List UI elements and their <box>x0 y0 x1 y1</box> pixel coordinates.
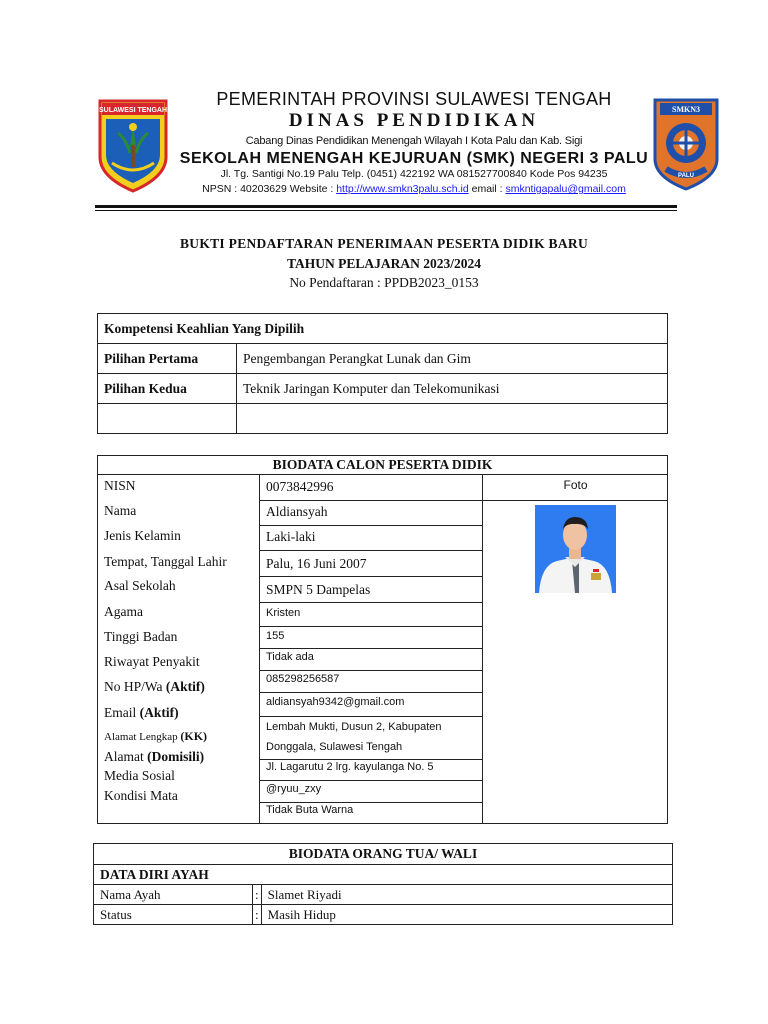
table-row <box>98 344 668 374</box>
kompetensi-table <box>97 313 668 434</box>
pilihan-pertama-label: Pilihan Pertama <box>98 344 237 374</box>
website-link[interactable]: http://www.smkn3palu.sch.id <box>336 183 469 195</box>
value-alamat-kk-line1: Lembah Mukti, Dusun 2, Kabupaten <box>266 721 442 733</box>
value-riwayat-penyakit: Tidak ada <box>266 651 314 663</box>
label-text: Alamat Lengkap <box>104 731 181 743</box>
npsn-text: NPSN : 40203629 Website : <box>202 183 337 195</box>
sulawesi-tengah-logo <box>96 97 170 193</box>
divider <box>259 648 483 649</box>
value-no-hp: 085298256587 <box>266 673 340 685</box>
empty-cell <box>237 404 668 434</box>
student-photo <box>535 505 616 593</box>
email-label: email : <box>468 183 506 195</box>
divider <box>259 716 483 717</box>
value-email: aldiansyah9342@gmail.com <box>266 696 405 708</box>
label-tinggi-badan: Tinggi Badan <box>104 629 178 644</box>
label-riwayat-penyakit: Riwayat Penyakit <box>104 654 200 669</box>
label-emphasis: (KK) <box>180 729 208 743</box>
label-jenis-kelamin: Jenis Kelamin <box>104 528 181 543</box>
pilihan-pertama-value: Pengembangan Perangkat Lunak dan Gim <box>237 344 668 374</box>
registration-number: No Pendaftaran : PPDB2023_0153 <box>289 275 479 290</box>
table-row <box>94 865 673 885</box>
kompetensi-heading: Kompetensi Keahlian Yang Dipilih <box>98 314 668 344</box>
divider <box>259 576 483 577</box>
label-emphasis: (Aktif) <box>139 705 179 720</box>
email-link[interactable]: smkntigapalu@gmail.com <box>505 183 626 195</box>
label-no-hp <box>104 679 205 695</box>
divider <box>259 780 483 781</box>
divider <box>482 475 483 824</box>
svg-text:SULAWESI TENGAH: SULAWESI TENGAH <box>98 107 168 114</box>
table-row <box>94 844 673 865</box>
header-divider-thin <box>95 210 677 211</box>
header-school: SEKOLAH MENENGAH KEJURUAN (SMK) NEGERI 3 PALU <box>179 150 649 167</box>
divider <box>482 500 668 501</box>
table-row <box>94 885 673 905</box>
label-text: No HP/Wa <box>104 679 166 694</box>
smkn3-logo <box>652 97 720 191</box>
divider <box>259 759 483 760</box>
divider <box>259 475 260 824</box>
ortu-section-ayah: DATA DIRI AYAH <box>94 865 673 885</box>
divider <box>259 550 483 551</box>
separator: : <box>253 885 262 905</box>
nama-ayah-value: Slamet Riyadi <box>261 885 672 905</box>
header-contact <box>170 183 658 195</box>
ortu-title: BIODATA ORANG TUA/ WALI <box>94 844 673 865</box>
header-branch: Cabang Dinas Pendidikan Menengah Wilayah I Kota Palu dan Kab. Sigi <box>245 135 583 147</box>
header-address: Jl. Tg. Santigi No.19 Palu Telp. (0451) 422192 WA 081527700840 Kode Pos 94235 <box>220 168 608 180</box>
label-nisn: NISN <box>104 478 136 493</box>
nama-ayah-label: Nama Ayah <box>94 885 253 905</box>
label-email <box>104 705 179 721</box>
table-row <box>94 905 673 925</box>
table-row <box>98 374 668 404</box>
divider <box>259 525 483 526</box>
value-media-sosial: @ryuu_zxy <box>266 783 322 795</box>
status-label: Status <box>94 905 253 925</box>
label-nama: Nama <box>104 503 137 518</box>
table-row <box>98 404 668 434</box>
value-asal-sekolah: SMPN 5 Dampelas <box>266 582 371 597</box>
value-tinggi-badan: 155 <box>266 630 285 642</box>
label-asal-sekolah: Asal Sekolah <box>104 578 176 593</box>
doc-title: BUKTI PENDAFTARAN PENERIMAAN PESERTA DIDIK BARU <box>179 236 589 251</box>
separator: : <box>253 905 262 925</box>
header-office: DINAS PENDIDIKAN <box>288 110 540 131</box>
doc-year: TAHUN PELAJARAN 2023/2024 <box>286 256 481 271</box>
value-ttl: Palu, 16 Juni 2007 <box>266 556 367 571</box>
empty-cell <box>98 404 237 434</box>
label-text: Alamat <box>104 749 148 764</box>
value-jenis-kelamin: Laki-laki <box>266 529 316 544</box>
value-alamat-domisili: Jl. Lagarutu 2 lrg. kayulanga No. 5 <box>266 761 434 773</box>
value-alamat-kk-line2: Donggala, Sulawesi Tengah <box>266 741 403 753</box>
pilihan-kedua-value: Teknik Jaringan Komputer dan Telekomunikasi <box>237 374 668 404</box>
svg-text:SMKN3: SMKN3 <box>672 105 700 114</box>
divider <box>259 802 483 803</box>
value-nisn: 0073842996 <box>266 479 334 494</box>
value-nama: Aldiansyah <box>266 504 328 519</box>
label-kondisi-mata: Kondisi Mata <box>104 788 178 803</box>
divider <box>259 602 483 603</box>
value-agama: Kristen <box>266 607 301 619</box>
label-emphasis: (Aktif) <box>165 679 205 694</box>
label-alamat-kk <box>104 728 207 744</box>
pilihan-kedua-label: Pilihan Kedua <box>98 374 237 404</box>
value-kondisi-mata: Tidak Buta Warna <box>266 804 354 816</box>
header-divider <box>95 205 677 208</box>
divider <box>259 500 483 501</box>
biodata-title: BIODATA CALON PESERTA DIDIK <box>97 455 668 475</box>
foto-label: Foto <box>563 478 588 492</box>
divider <box>259 692 483 693</box>
header-government: PEMERINTAH PROVINSI SULAWESI TENGAH <box>216 89 612 109</box>
status-value: Masih Hidup <box>261 905 672 925</box>
label-media-sosial: Media Sosial <box>104 768 175 783</box>
label-agama: Agama <box>104 604 143 619</box>
divider <box>259 626 483 627</box>
svg-text:PALU: PALU <box>678 173 694 179</box>
table-row <box>98 314 668 344</box>
divider <box>259 670 483 671</box>
label-text: Email <box>104 705 140 720</box>
label-alamat-domisili <box>104 749 204 765</box>
ortu-table <box>93 843 673 925</box>
label-ttl: Tempat, Tanggal Lahir <box>104 554 227 569</box>
label-emphasis: (Domisili) <box>147 749 205 764</box>
